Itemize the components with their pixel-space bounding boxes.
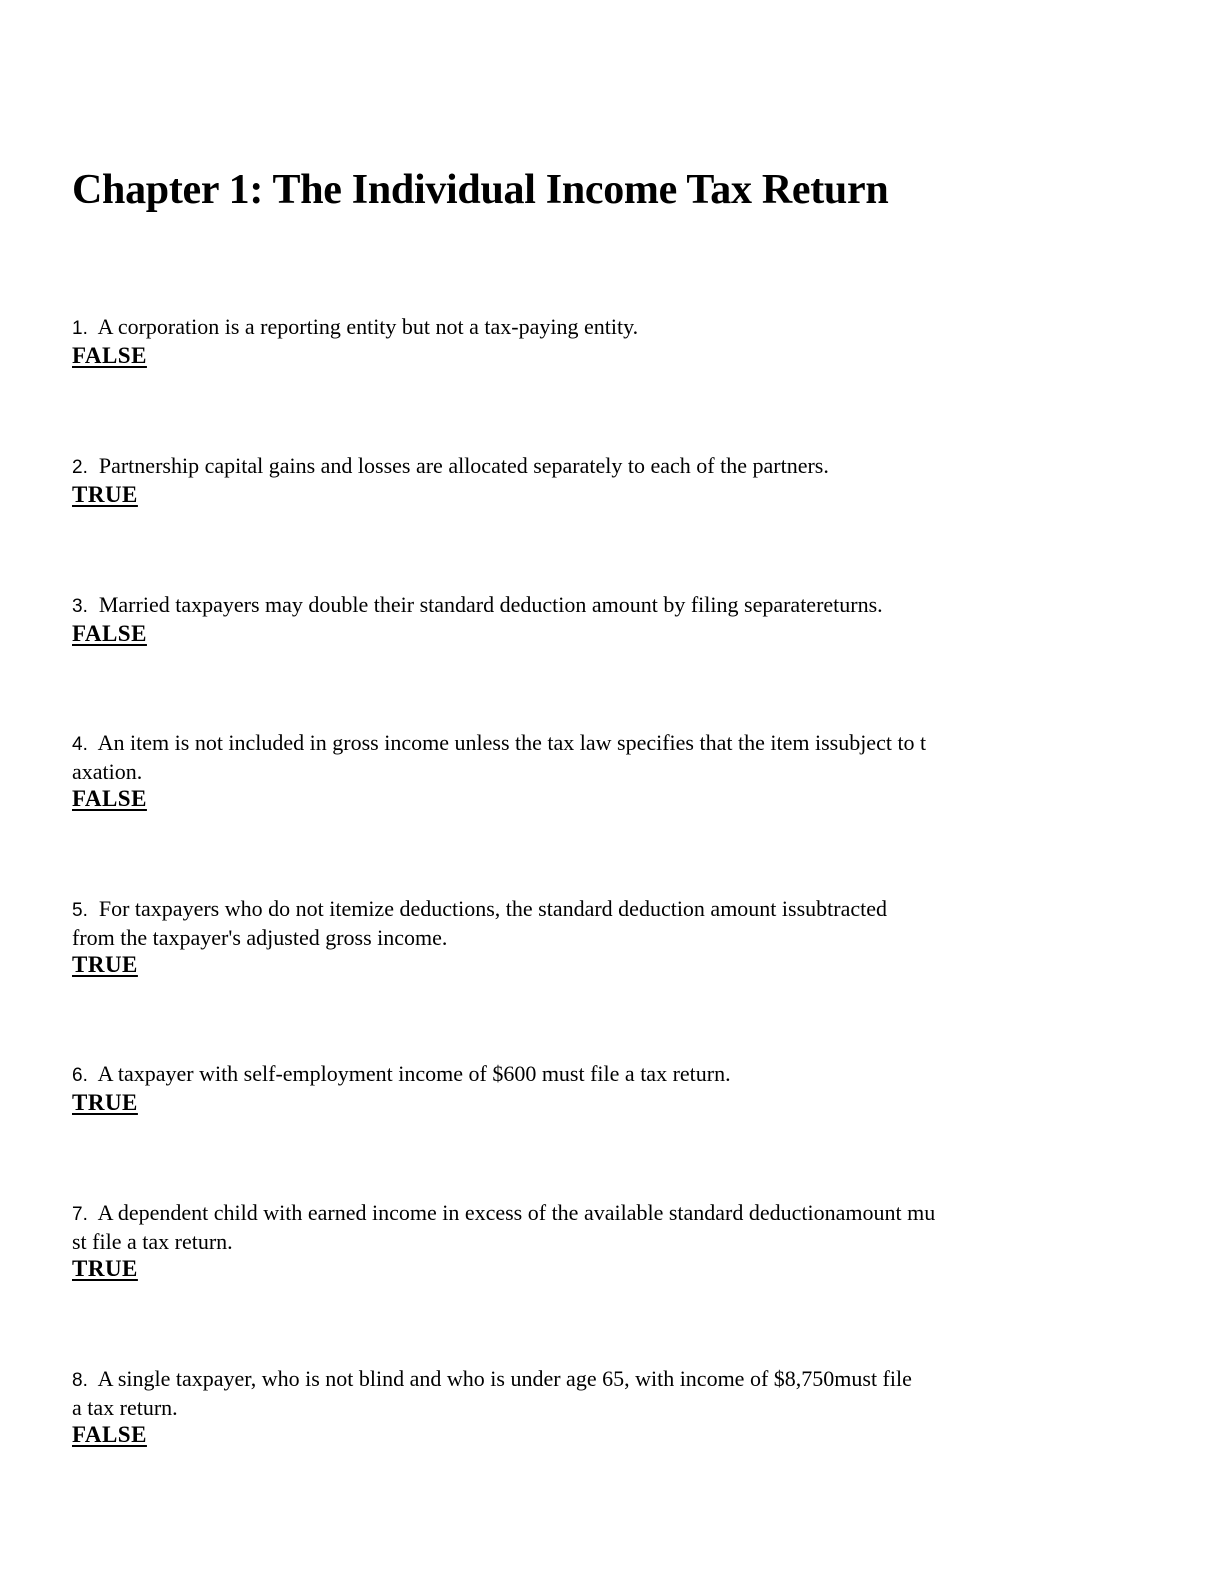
question-2 (72, 452, 1132, 509)
question-number: 8. (72, 1370, 88, 1391)
question-text (72, 895, 1132, 951)
page-title: Chapter 1: The Individual Income Tax Return (72, 167, 889, 213)
question-text (72, 452, 1132, 481)
question-number: 5. (72, 900, 88, 921)
question-line: A corporation is a reporting entity but not a tax-paying entity. (97, 314, 639, 339)
question-line: A dependent child with earned income in excess of the available standard deductionamount mu (97, 1200, 936, 1225)
answer-label: FALSE (72, 1422, 147, 1447)
question-number: 1. (72, 318, 88, 339)
question-line: A taxpayer with self-employment income of $600 must file a tax return. (97, 1061, 731, 1086)
question-1 (72, 313, 1132, 370)
question-line: An item is not included in gross income unless the tax law specifies that the item issubject to t (97, 730, 927, 755)
answer-label: FALSE (72, 343, 147, 368)
question-number: 4. (72, 734, 88, 755)
question-line: from the taxpayer's adjusted gross income. (72, 925, 448, 950)
question-text (72, 591, 1132, 620)
question-3 (72, 591, 1132, 648)
question-number: 6. (72, 1065, 88, 1086)
question-text (72, 1365, 1132, 1421)
question-text (72, 1060, 1132, 1089)
question-line: a tax return. (72, 1395, 178, 1420)
question-text (72, 1199, 1132, 1255)
question-line: For taxpayers who do not itemize deductions, the standard deduction amount issubtracted (98, 896, 888, 921)
question-line: Married taxpayers may double their standard deduction amount by filing separatereturns. (98, 592, 883, 617)
question-number: 7. (72, 1204, 88, 1225)
question-8 (72, 1365, 1132, 1449)
answer-label: FALSE (72, 786, 147, 811)
answer-label: TRUE (72, 1256, 138, 1281)
answer-label: TRUE (72, 482, 138, 507)
question-6 (72, 1060, 1132, 1117)
question-4 (72, 729, 1132, 813)
question-7 (72, 1199, 1132, 1283)
question-text (72, 729, 1132, 785)
answer-label: TRUE (72, 952, 138, 977)
question-number: 3. (72, 596, 88, 617)
question-line: A single taxpayer, who is not blind and who is under age 65, with income of $8,750must file (97, 1366, 912, 1391)
question-5 (72, 895, 1132, 979)
answer-label: FALSE (72, 621, 147, 646)
question-number: 2. (72, 457, 88, 478)
question-line: st file a tax return. (72, 1229, 233, 1254)
question-line: Partnership capital gains and losses are allocated separately to each of the partners. (98, 453, 829, 478)
question-text (72, 313, 1132, 342)
answer-label: TRUE (72, 1090, 138, 1115)
question-line: axation. (72, 759, 143, 784)
